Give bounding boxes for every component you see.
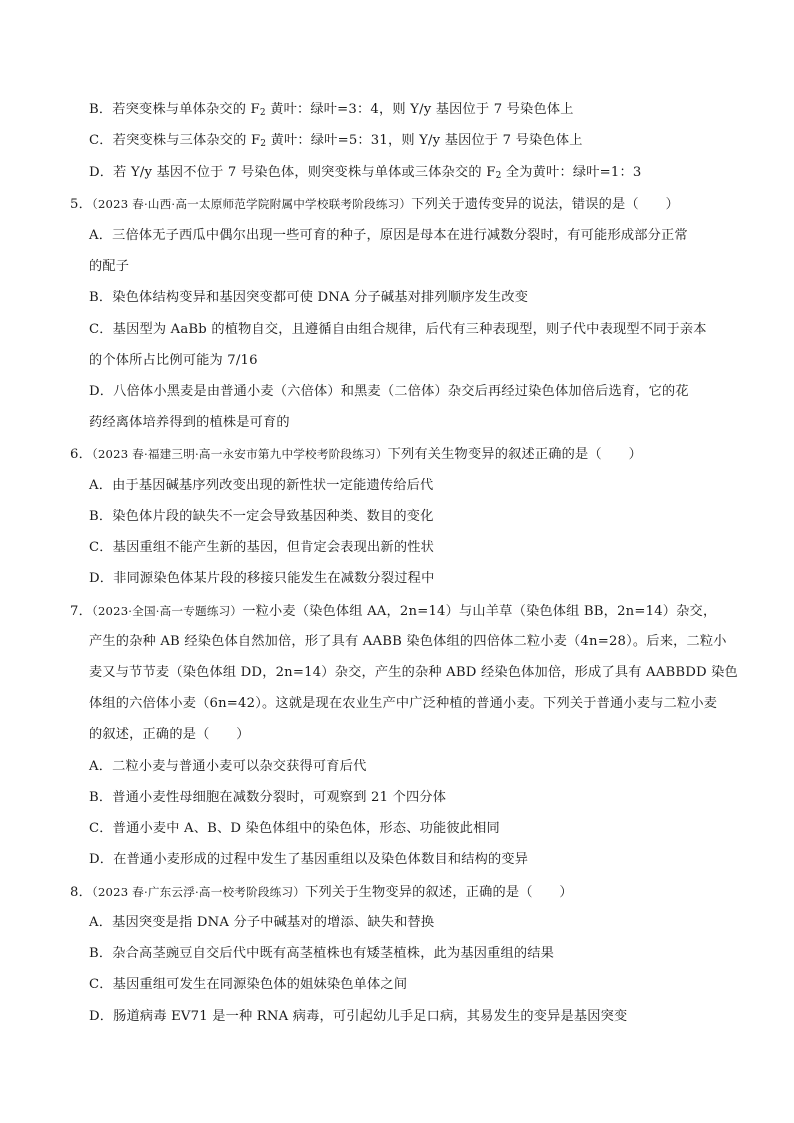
question-stem: 下列有关生物变异的叙述正确的是（ ）: [387, 447, 642, 462]
question-7-stem-line-4: 体组的六倍体小麦（6n=42）。这就是现在农业生产中广泛种植的普通小麦。下列关于普通小麦与二粒小麦: [89, 696, 718, 711]
question-number: 6．: [70, 447, 92, 462]
question-7-option-a: A．二粒小麦与普通小麦可以杂交获得可育后代: [89, 759, 367, 774]
prev-option-c: C．若突变株与三体杂交的 $F_2$ 黄叶：绿叶=5：31，则 Y/y 基因位于 7 号染色体上: [89, 133, 583, 149]
question-6-option-d: D．非同源染色体某片段的移接只能发生在减数分裂过程中: [89, 571, 435, 586]
question-6-header: [70, 444, 642, 465]
question-stem: 下列关于遗传变异的说法，错误的是（ ）: [411, 197, 679, 212]
prev-option-d: D．若 Y/y 基因不位于 7 号染色体，则突变株与单体或三体杂交的 $F_2$ 全为黄叶：绿叶=1：3: [89, 165, 642, 181]
question-5-option-d: D．八倍体小黑麦是由普通小麦（六倍体）和黑麦（二倍体）杂交后再经过染色体加倍后选育，它的花: [89, 384, 689, 399]
question-5-option-d-cont: 药经离体培养得到的植株是可育的: [89, 415, 290, 430]
question-5-option-a-cont: 的配子: [89, 259, 130, 274]
question-7-option-d: D．在普通小麦形成的过程中发生了基因重组以及染色体数目和结构的变异: [89, 852, 529, 867]
question-5-header: [70, 194, 679, 215]
question-source: （2023·全国·高一专题练习）: [91, 604, 243, 618]
question-8-option-b: B．杂合高茎豌豆自交后代中既有高茎植株也有矮茎植株，此为基因重组的结果: [89, 946, 555, 961]
question-7-stem-line-5: 的叙述，正确的是（ ）: [89, 727, 250, 742]
question-5-option-c-cont: 的个体所占比例可能为 7/16: [89, 353, 258, 368]
question-number: 7．: [70, 604, 92, 619]
question-stem: 一粒小麦（染色体组 AA，2n=14）与山羊草（染色体组 BB，2n=14）杂交，: [242, 604, 717, 619]
question-source: （2023 春·广东云浮·高一校考阶段练习）: [91, 885, 306, 899]
question-7-option-b: B．普通小麦性母细胞在减数分裂时，可观察到 21 个四分体: [89, 790, 447, 805]
question-7-option-c: C．普通小麦中 A、B、D 染色体组中的染色体，形态、功能彼此相同: [89, 821, 500, 836]
question-number: 5．: [70, 197, 92, 212]
question-7-stem-line-3: 麦又与节节麦（染色体组 DD，2n=14）杂交，产生的杂种 ABD 经染色体加倍，形成了具有 AABBDD 染色: [89, 665, 738, 680]
question-5-option-c: C．基因型为 AaBb 的植物自交，且遵循自由组合规律，后代有三种表现型，则子代中表现型不同于亲本: [89, 322, 707, 337]
question-8-option-c: C．基因重组可发生在同源染色体的姐妹染色单体之间: [89, 977, 408, 992]
question-7-header: [70, 601, 716, 622]
question-stem: 下列关于生物变异的叙述，正确的是（ ）: [305, 885, 573, 900]
question-5-option-b: B．染色体结构变异和基因突变都可使 DNA 分子碱基对排列顺序发生改变: [89, 290, 529, 305]
question-8-header: [70, 882, 573, 903]
question-6-option-a: A．由于基因碱基序列改变出现的新性状一定能遗传给后代: [89, 478, 434, 493]
question-8-option-a: A．基因突变是指 DNA 分子中碱基对的增添、缺失和替换: [89, 915, 435, 930]
question-5-option-a: A．三倍体无子西瓜中偶尔出现一些可育的种子，原因是母本在进行减数分裂时，有可能形成部分正常: [89, 228, 688, 243]
question-source: （2023 春·山西·高一太原师范学院附属中学校联考阶段练习）: [91, 197, 412, 211]
question-8-option-d: D．肠道病毒 EV71 是一种 RNA 病毒，可引起幼儿手足口病，其易发生的变异是基因突变: [89, 1009, 628, 1024]
question-source: （2023 春·福建三明·高一永安市第九中学校考阶段练习）: [91, 447, 388, 461]
question-6-option-c: C．基因重组不能产生新的基因，但肯定会表现出新的性状: [89, 540, 434, 555]
question-number: 8．: [70, 885, 92, 900]
question-7-stem-line-2: 产生的杂种 AB 经染色体自然加倍，形了具有 AABB 染色体组的四倍体二粒小麦（4n=28）。后来，二粒小: [89, 634, 727, 649]
prev-option-b: B．若突变株与单体杂交的 $F_2$ 黄叶：绿叶=3：4，则 Y/y 基因位于 7 号染色体上: [89, 102, 574, 118]
question-6-option-b: B．染色体片段的缺失不一定会导致基因种类、数目的变化: [89, 509, 434, 524]
